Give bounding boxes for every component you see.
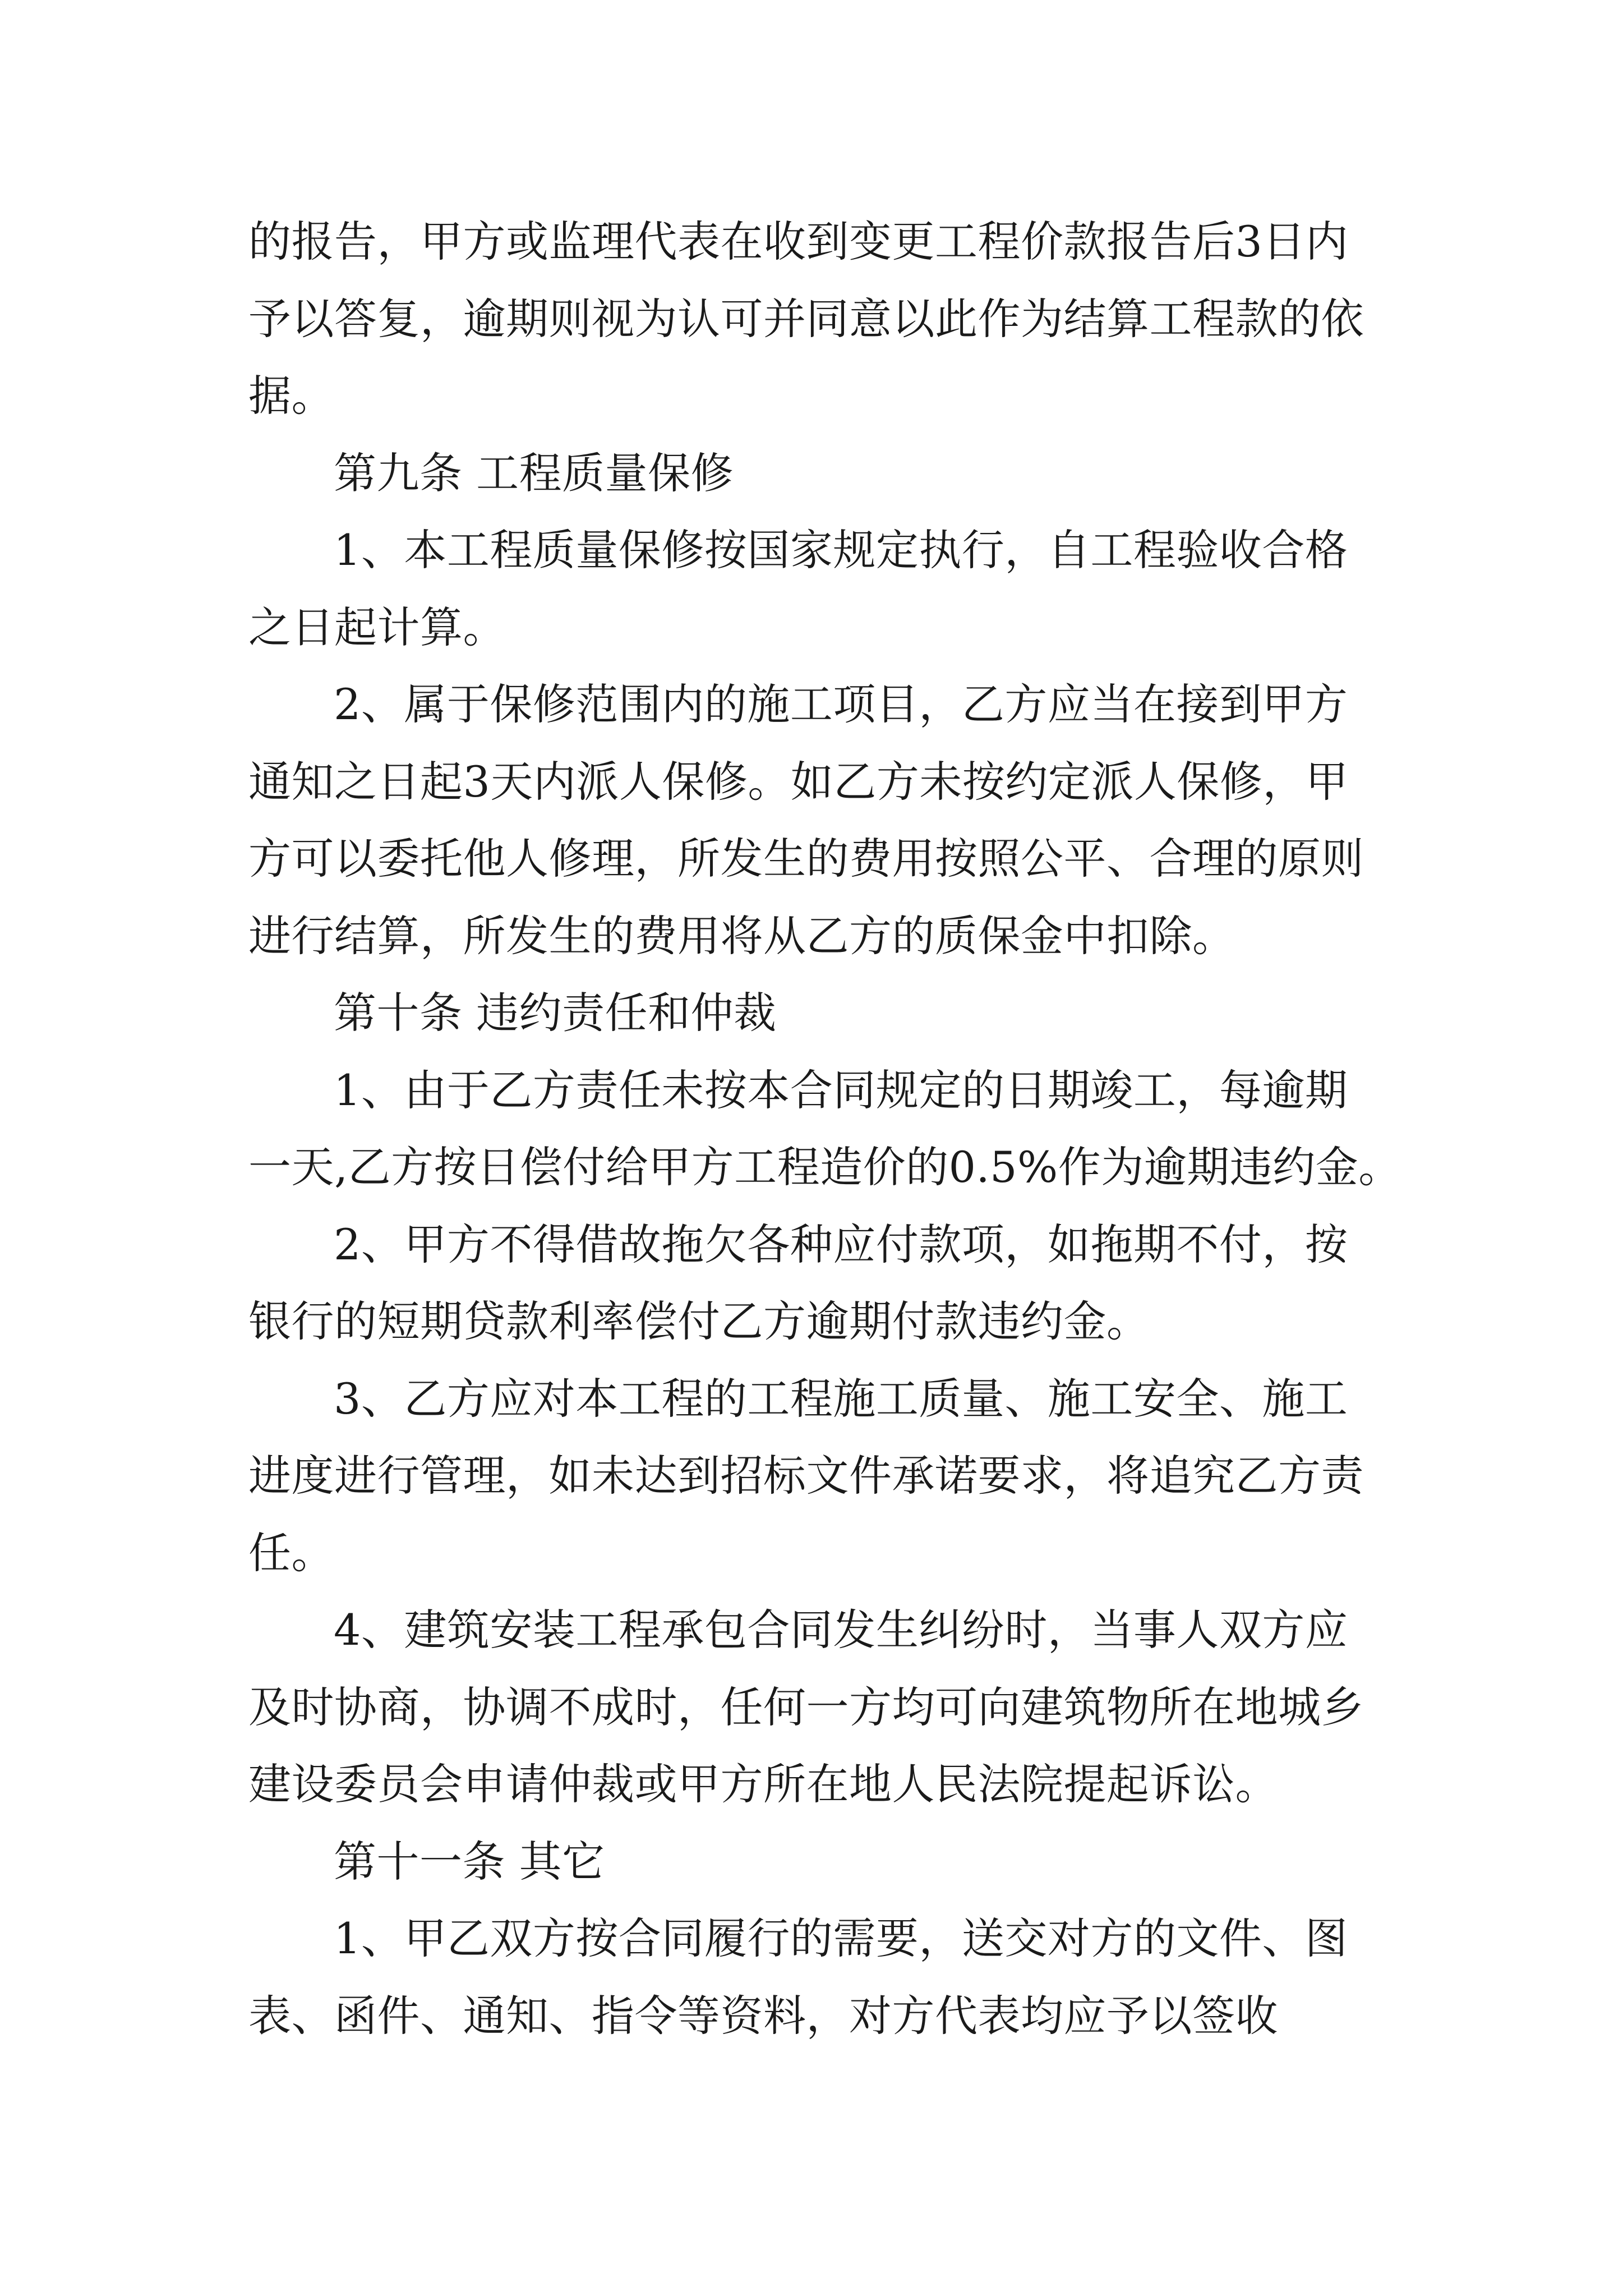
text-line: 1、甲乙双方按合同履行的需要，送交对方的文件、图 <box>334 1913 1348 1963</box>
text-line: 据。 <box>248 371 334 421</box>
text-line: 2、甲方不得借故拖欠各种应付款项，如拖期不付，按 <box>334 1219 1348 1269</box>
text-line: 及时协商，协调不成时，任何一方均可向建筑物所在地城乡 <box>248 1682 1364 1732</box>
section-heading-9: 第九条 工程质量保修 <box>334 448 734 498</box>
text-line: 的报告，甲方或监理代表在收到变更工程价款报告后3日内 <box>248 217 1349 266</box>
section-heading-11: 第十一条 其它 <box>334 1836 605 1887</box>
text-line: 3、乙方应对本工程的工程施工质量、施工安全、施工 <box>334 1373 1348 1424</box>
text-line: 建设委员会申请仲裁或甲方所在地人民法院提起诉讼。 <box>248 1759 1278 1809</box>
text-line: 表、函件、通知、指令等资料，对方代表均应予以签收 <box>248 1990 1278 2041</box>
text-line: 之日起计算。 <box>248 602 506 652</box>
text-line: 1、由于乙方责任未按本合同规定的日期竣工，每逾期 <box>334 1065 1348 1115</box>
text-line: 予以答复，逾期则视为认可并同意以此作为结算工程款的依 <box>248 293 1364 344</box>
text-line: 进度进行管理，如未达到招标文件承诺要求，将追究乙方责 <box>248 1451 1364 1501</box>
section-heading-10: 第十条 违约责任和仲裁 <box>334 988 777 1038</box>
text-line: 方可以委托他人修理，所发生的费用按照公平、合理的原则 <box>248 834 1364 884</box>
text-line: 一天,乙方按日偿付给甲方工程造价的0.5%作为逾期违约金。 <box>248 1142 1401 1192</box>
text-line: 2、属于保修范围内的施工项目，乙方应当在接到甲方 <box>334 679 1348 729</box>
text-line: 进行结算，所发生的费用将从乙方的质保金中扣除。 <box>248 910 1235 961</box>
text-line: 通知之日起3天内派人保修。如乙方未按约定派人保修，甲 <box>248 756 1349 807</box>
contract-text <box>248 203 1401 2054</box>
text-line: 任。 <box>248 1527 334 1578</box>
text-line: 1、本工程质量保修按国家规定执行，自工程验收合格 <box>334 525 1348 575</box>
text-line: 4、建筑安装工程承包合同发生纠纷时，当事人双方应 <box>334 1605 1348 1655</box>
text-line: 银行的短期贷款利率偿付乙方逾期付款违约金。 <box>248 1296 1150 1346</box>
